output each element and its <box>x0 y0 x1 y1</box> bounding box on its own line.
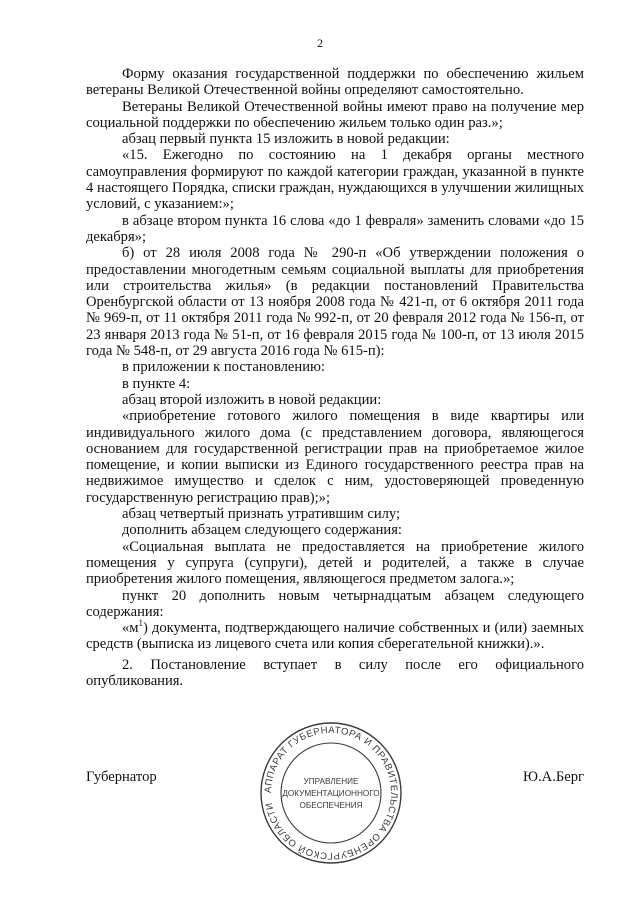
paragraph: Ветераны Великой Отечественной войны имеют право на получение мер социальной поддержки по обеспечению жильем только один раз.»; <box>86 98 584 131</box>
paragraph: дополнить абзацем следующего содержания: <box>122 522 402 539</box>
paragraph: «Социальная выплата не предоставляется на приобретение жилого помещения у супруга (супруги), детей и родителей, а также в случае приобретения жилого помещения, являющегося предметом залога.»; <box>86 538 584 588</box>
item-m1-rest: ) документа, подтверждающего наличие собственных и (или) заемных средств (выписка из лицевого счета или копия сберегательной книжки).». <box>86 620 584 653</box>
paragraph: Форму оказания государственной поддержки по обеспечению жильем ветераны Великой Отечественной войны определяют самостоятельно. <box>86 66 584 99</box>
signature-name: Ю.А.Берг <box>523 769 584 785</box>
signature-title: Губернатор <box>86 769 157 785</box>
page-number: 2 <box>317 36 323 50</box>
stamp-center-line: ДОКУМЕНТАЦИОННОГО <box>282 789 380 798</box>
item-m1-superscript: 1 <box>138 618 144 629</box>
official-stamp <box>258 720 404 866</box>
stamp-center-line: ОБЕСПЕЧЕНИЯ <box>299 801 363 810</box>
paragraph-item-m1 <box>86 620 584 653</box>
paragraph: абзац второй изложить в новой редакции: <box>122 391 382 408</box>
paragraph: «приобретение готового жилого помещения в виде квартиры или индивидуального жилого дома (с представлением договора, являющегося основанием для государственной регистрации прав на приобретаемое жилое помещение, и копии выписки из Единого государственного реестра прав на недвижимое имущество и сделок с ним, удостоверяющей проведенную государственную регистрацию прав);»; <box>86 408 584 506</box>
paragraph: в пункте 4: <box>122 375 191 392</box>
stamp-center-line: УПРАВЛЕНИЕ <box>303 777 359 786</box>
paragraph: б) от 28 июля 2008 года № 290-п «Об утверждении положения о предоставлении многодетным семьям социальной выплаты для приобретения или строительства жилья» (в редакции постановлений Правительства Оренбургской области от 13 ноября 2008 года № 421-п, от 6 октября 2011 года № 969-п, от 11 октября 2011 года № 992-п, от 20 февраля 2012 года № 156-п, от 23 января 2013 года № 51-п, от 16 февраля 2015 года № 100-п, от 13 июля 2015 года № 548-п, от 29 августа 2016 года № 615-п): <box>86 245 584 360</box>
paragraph: абзац четвертый признать утратившим силу; <box>122 506 401 523</box>
stamp-ring-label: АППАРАТ ГУБЕРНАТОРА И ПРАВИТЕЛЬСТВА ОРЕНБУРГСКОЙ ОБЛАСТИ <box>262 724 400 862</box>
paragraph: в приложении к постановлению: <box>122 359 325 376</box>
paragraph: пункт 20 дополнить новым четырнадцатым абзацем следующего содержания: <box>86 587 584 620</box>
paragraph: в абзаце втором пункта 16 слова «до 1 февраля» заменить словами «до 15 декабря»; <box>86 212 584 245</box>
item-m1-open: «м <box>122 620 139 637</box>
paragraph: абзац первый пункта 15 изложить в новой редакции: <box>122 131 450 148</box>
final-paragraph: 2. Постановление вступает в силу после его официального опубликования. <box>86 656 584 689</box>
paragraph: «15. Ежегодно по состоянию на 1 декабря органы местного самоуправления формируют по каждой категории граждан, указанной в пункте 4 настоящего Порядка, списки граждан, нуждающихся в улучшении жилищных условий, с указанием:»; <box>86 147 584 213</box>
document-body <box>86 66 584 689</box>
